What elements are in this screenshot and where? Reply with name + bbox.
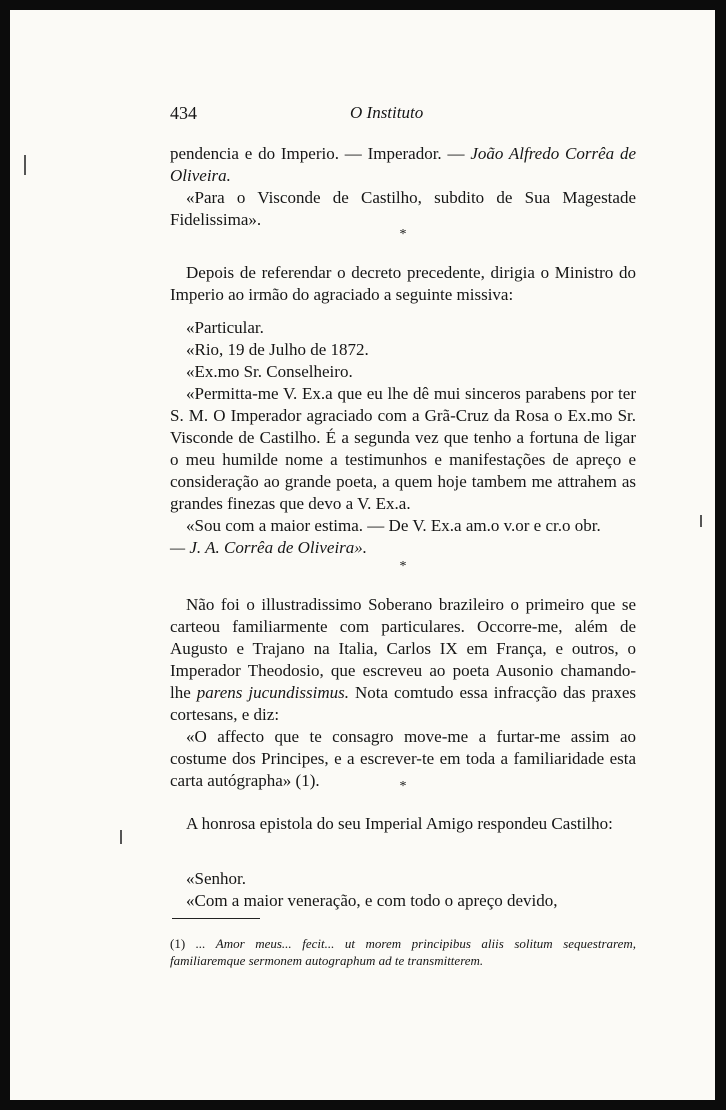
letter-body: «Permitta-me V. Ex.a que eu lhe dê mui sinceros parabens por ter S. M. O Imperador agraciado com a Grã-Cruz da Rosa o Ex.mo Sr. Visconde de Castilho. É a segunda vez que tenho a fortuna de ligar o meu humilde nome a testimunhos e manifestações de apreço e consideração ao grande poeta, a quem hoje tambem me attrahem as grandes finezas que devo a V. Ex.a. bbox=[170, 384, 636, 513]
latin-phrase: parens jucundissimus. bbox=[196, 683, 349, 702]
footnote-text: ... Amor meus... fecit... ut morem principibus aliis solitum sequestrarem, familiaremque sermonem autographum ad te transmitterem. bbox=[170, 936, 637, 968]
continuation-text bbox=[170, 143, 636, 187]
continuation-roman: pendencia e do Imperio. — Imperador. — bbox=[170, 144, 465, 163]
letter-place-date: «Rio, 19 de Julho de 1872. bbox=[186, 340, 369, 359]
reply-letter bbox=[170, 868, 636, 912]
reply-intro-text: A honrosa epistola do seu Imperial Amigo respondeu Castilho: bbox=[186, 814, 613, 833]
section-separator-1: * bbox=[399, 227, 407, 242]
letter-signature: — J. A. Corrêa de Oliveira». bbox=[170, 538, 368, 557]
intro-text: Depois de referendar o decreto precedente, dirigia o Ministro do Imperio ao irmão do agraciado a seguinte missiva: bbox=[170, 263, 636, 304]
quote-text: «O affecto que te consagro move-me a furtar-me assim ao costume dos Principes, e a escrever-te em toda a familiaridade esta carta autógrapha» (1). bbox=[170, 727, 636, 790]
continuation-block bbox=[170, 143, 636, 231]
footnote-marker: (1) bbox=[170, 936, 186, 951]
reply-start: «Com a maior veneração, e com todo o apreço devido, bbox=[186, 891, 558, 910]
scan-mark bbox=[120, 830, 122, 844]
footnote bbox=[170, 935, 636, 969]
letter-salutation: «Ex.mo Sr. Conselheiro. bbox=[186, 362, 353, 381]
letter-heading: «Particular. bbox=[186, 318, 264, 337]
intro-paragraph bbox=[170, 262, 636, 306]
book-page bbox=[10, 10, 715, 1100]
address-line: «Para o Visconde de Castilho, subdito de Sua Magestade Fidelissima». bbox=[170, 188, 636, 229]
paragraph-theodosio bbox=[170, 594, 636, 792]
signer-name: João Alfredo Corrêa de Oliveira. bbox=[170, 144, 637, 185]
section-separator-3: * bbox=[399, 779, 407, 794]
paragraph-text-before: Não foi o illustradissimo Soberano brazileiro o primeiro que se carteou familiarmente com particulares. Occorre-me, além de Augusto e Trajano na Italia, Carlos IX em França, e outros, o Imperador Theodosio, que escreveu ao poeta Ausonio chamando-lhe bbox=[170, 595, 636, 702]
paragraph-text-after: Nota comtudo essa infracção das praxes cortesans, e diz: bbox=[170, 683, 636, 724]
letter-closing: «Sou com a maior estima. — De V. Ex.a am.o v.or e cr.o obr. bbox=[186, 516, 601, 535]
scan-mark bbox=[24, 155, 26, 175]
scan-mark bbox=[700, 515, 702, 527]
page-number: 434 bbox=[170, 103, 197, 123]
letter bbox=[170, 317, 636, 559]
reply-salutation: «Senhor. bbox=[186, 869, 246, 888]
footnote-rule bbox=[172, 918, 260, 919]
section-separator-2: * bbox=[399, 559, 407, 574]
reply-intro-paragraph bbox=[170, 813, 636, 835]
paragraph-theodosio-text bbox=[170, 594, 636, 726]
page-header bbox=[170, 102, 636, 124]
running-title: O Instituto bbox=[350, 103, 424, 122]
